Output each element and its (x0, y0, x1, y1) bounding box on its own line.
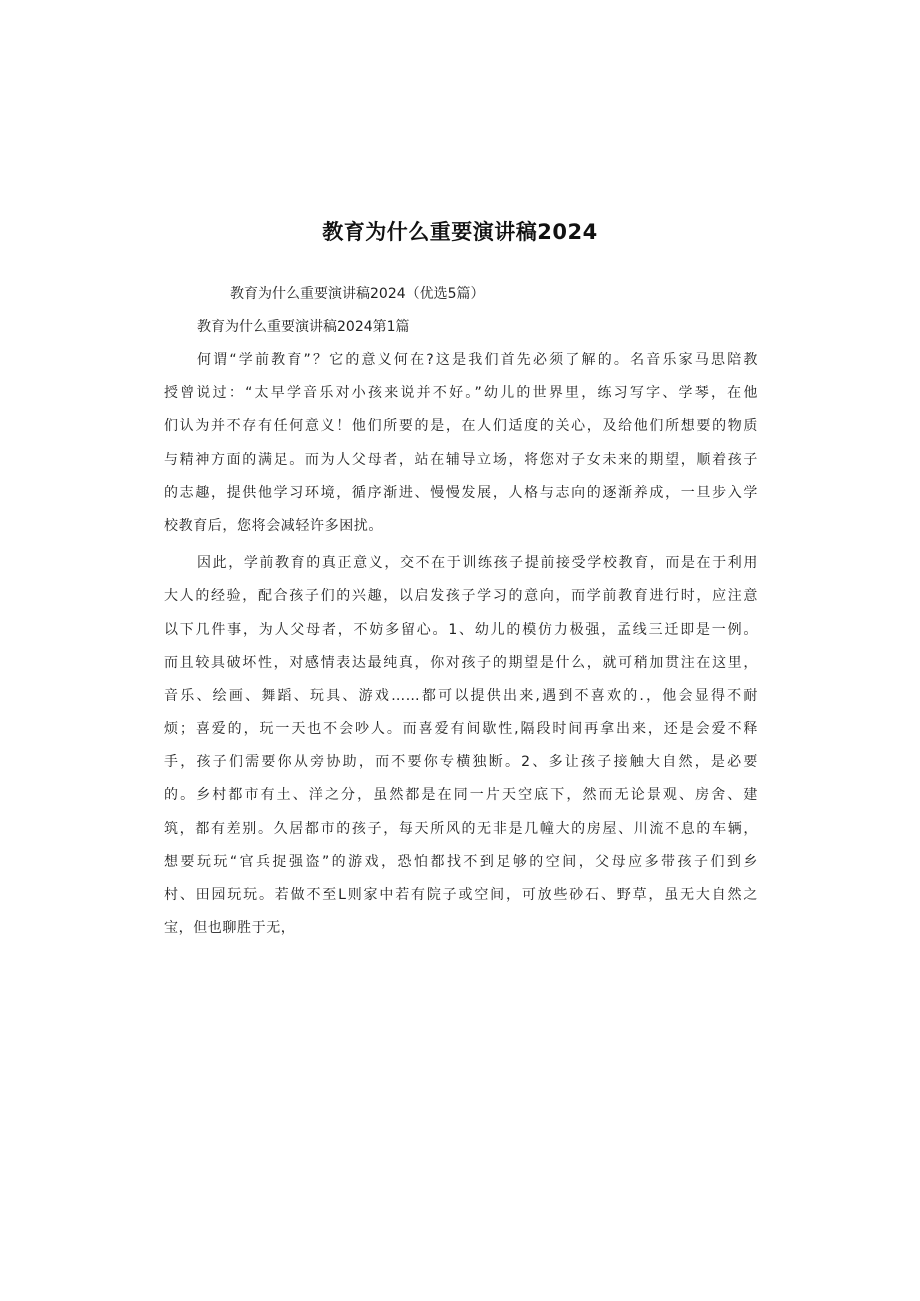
paragraph-2-line: 因此，学前教育的真正意义，交不在于训练孩子提前接受学校教育，而是在于利用 (197, 555, 758, 572)
document-title: 教育为什么重要演讲稿2024 (322, 220, 598, 244)
paragraph-1-line: 们认为并不存有任何意义！他们所要的是，在人们适度的关心，及给他们所想要的物质 (164, 418, 758, 435)
paragraph-1-line: 授曾说过：“太早学音乐对小孩来说并不好。”幼儿的世界里，练习写字、学琴，在他 (164, 385, 758, 402)
document-subtitle: 教育为什么重要演讲稿2024（优选5篇） (230, 286, 485, 302)
paragraph-2-line: 村、田园玩玩。若做不至L则家中若有院子或空间，可放些砂石、野草，虽无大自然之 (164, 887, 758, 903)
paragraph-2-line: 以下几件事，为人父母者，不妨多留心。1、幼儿的模仿力极强，孟线三迁即是一例。 (164, 621, 758, 638)
paragraph-2-line: 宝，但也聊胜于无， (164, 920, 296, 937)
paragraph-1-line: 何谓“学前教育”？它的意义何在?这是我们首先必须了解的。名音乐家马思陪教 (197, 352, 758, 368)
paragraph-1-line: 校教育后，您将会减轻许多困扰。 (164, 517, 383, 534)
paragraph-1-line: 与精神方面的满足。而为人父母者，站在辅导立场，将您对子女未来的期望，顺着孩子 (164, 451, 758, 468)
paragraph-2-line: 烦；喜爱的，玩一天也不会吵人。而喜爱有间歇性,隔段时间再拿出来，还是会爱不释 (164, 721, 758, 738)
section-title: 教育为什么重要演讲稿2024第1篇 (197, 319, 410, 335)
paragraph-1-line: 的志趣，提供他学习环境，循序渐进、慢慢发展，人格与志向的逐渐养成，一旦步入学 (164, 484, 758, 501)
paragraph-2-line: 而且较具破坏性，对感情表达最纯真，你对孩子的期望是什么，就可稍加贯注在这里， (164, 654, 758, 671)
paragraph-2-line: 的。乡村都市有土、洋之分，虽然都是在同一片天空底下，然而无论景观、房舍、建 (164, 787, 758, 804)
paragraph-2-line: 大人的经验，配合孩子们的兴趣，以启发孩子学习的意向，而学前教育进行时，应注意 (164, 588, 758, 605)
paragraph-2-line: 想要玩玩“官兵捉强盗”的游戏，恐怕都找不到足够的空间，父母应多带孩子们到乡 (164, 853, 758, 870)
paragraph-2-line: 手，孩子们需要你从旁协助，而不要你专横独断。2、多让孩子接触大自然，是必要 (164, 754, 758, 771)
body-text (164, 344, 758, 945)
paragraph-2-line: 筑，都有差别。久居都市的孩子，每天所风的无非是几幢大的房屋、川流不息的车辆， (164, 820, 758, 837)
paragraph-2-line: 音乐、绘画、舞蹈、玩具、游戏……都可以提供出来,遇到不喜欢的.，他会显得不耐 (164, 687, 758, 704)
